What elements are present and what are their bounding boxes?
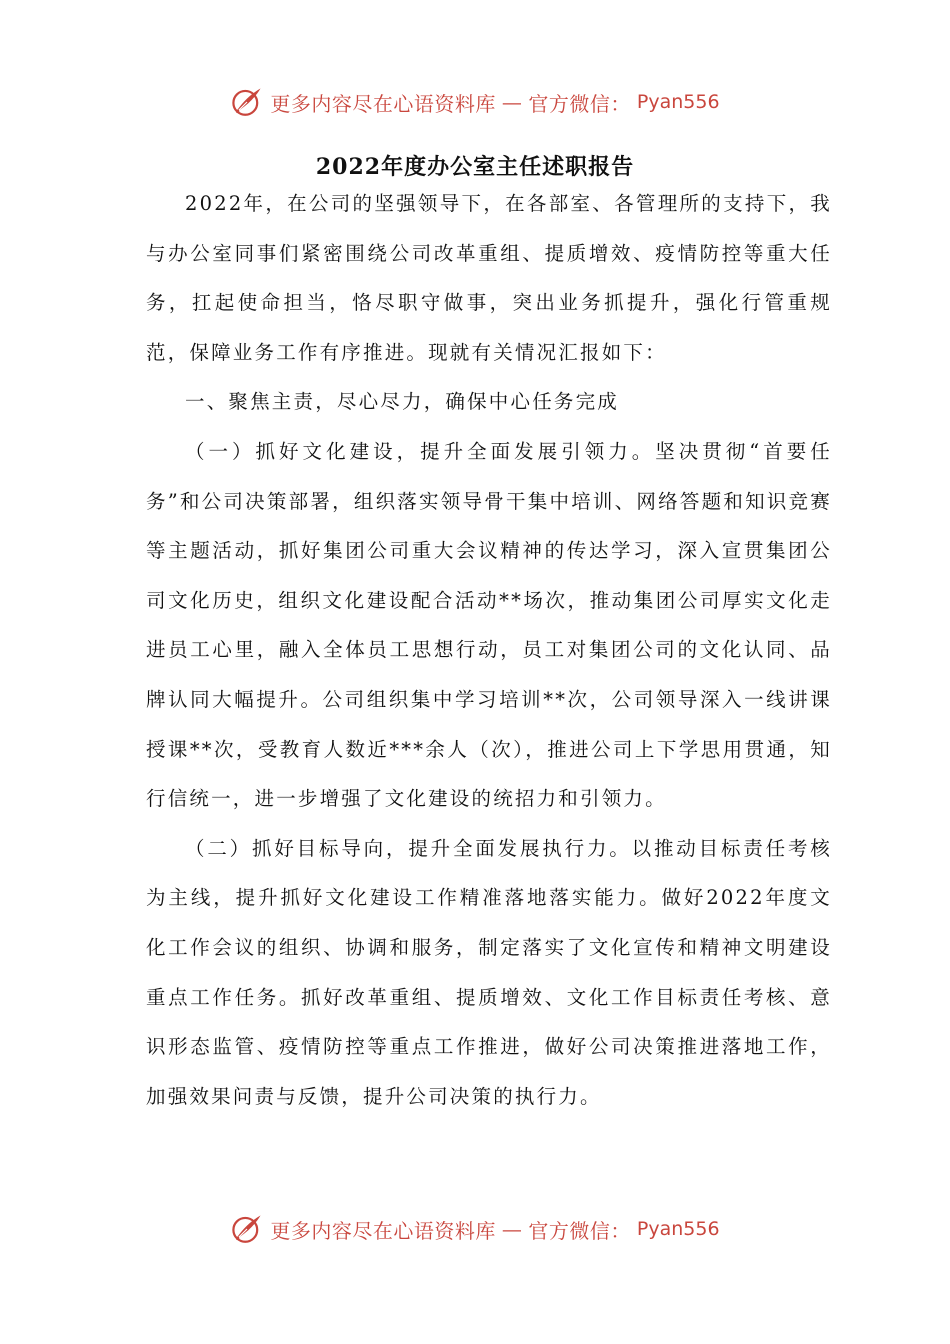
header-watermark	[0, 82, 950, 122]
watermark-separator: —	[501, 90, 523, 114]
watermark-wechat-id: Pyan556	[636, 1218, 720, 1240]
quill-logo-icon	[230, 1212, 264, 1246]
watermark-brand: 更多内容尽在心语资料库	[270, 91, 496, 116]
intro-paragraph: 2022年，在公司的坚强领导下，在各部室、各管理所的支持下，我与办公室同事们紧密围绕公司改革重组、提质增效、疫情防控等重大任务，扛起使命担当，恪尽职守做事，突出业务抓提升，强化行管重规范，保障业务工作有序推进。现就有关情况汇报如下：	[146, 192, 832, 364]
section-heading-1: 一、聚焦主责，尽心尽力，确保中心任务完成	[185, 390, 620, 414]
document-title: 2022年度办公室主任述职报告	[315, 154, 635, 180]
watermark-brand: 更多内容尽在心语资料库	[270, 1218, 496, 1243]
document-body	[146, 179, 832, 1121]
quill-logo-icon	[230, 85, 264, 119]
subsection-paragraph-2: （二）抓好目标导向，提升全面发展执行力。以推动目标责任考核为主线，提升抓好文化建设工作精准落地落实能力。做好2022年度文化工作会议的组织、协调和服务，制定落实了文化宣传和精神文明建设重点工作任务。抓好改革重组、提质增效、文化工作目标责任考核、意识形态监管、疫情防控等重点工作推进，做好公司决策推进落地工作，加强效果问责与反馈，提升公司决策的执行力。	[146, 836, 832, 1108]
footer-watermark	[0, 1209, 950, 1249]
watermark-wechat-label: 官方微信：	[528, 91, 631, 116]
watermark-separator: —	[501, 1217, 523, 1241]
subsection-paragraph-1: （一）抓好文化建设，提升全面发展引领力。坚决贯彻“首要任务”和公司决策部署，组织落实领导骨干集中培训、网络答题和知识竞赛等主题活动，抓好集团公司重大会议精神的传达学习，深入宣贯集团公司文化历史，组织文化建设配合活动**场次，推动集团公司厚实文化走进员工心里，融入全体员工思想行动，员工对集团公司的文化认同、品牌认同大幅提升。公司组织集中学习培训**次，公司领导深入一线讲课授课**次，受教育人数近***余人（次），推进公司上下学思用贯通，知行信统一，进一步增强了文化建设的统招力和引领力。	[146, 439, 832, 811]
watermark-wechat-id: Pyan556	[636, 91, 720, 113]
watermark-wechat-label: 官方微信：	[528, 1218, 631, 1243]
